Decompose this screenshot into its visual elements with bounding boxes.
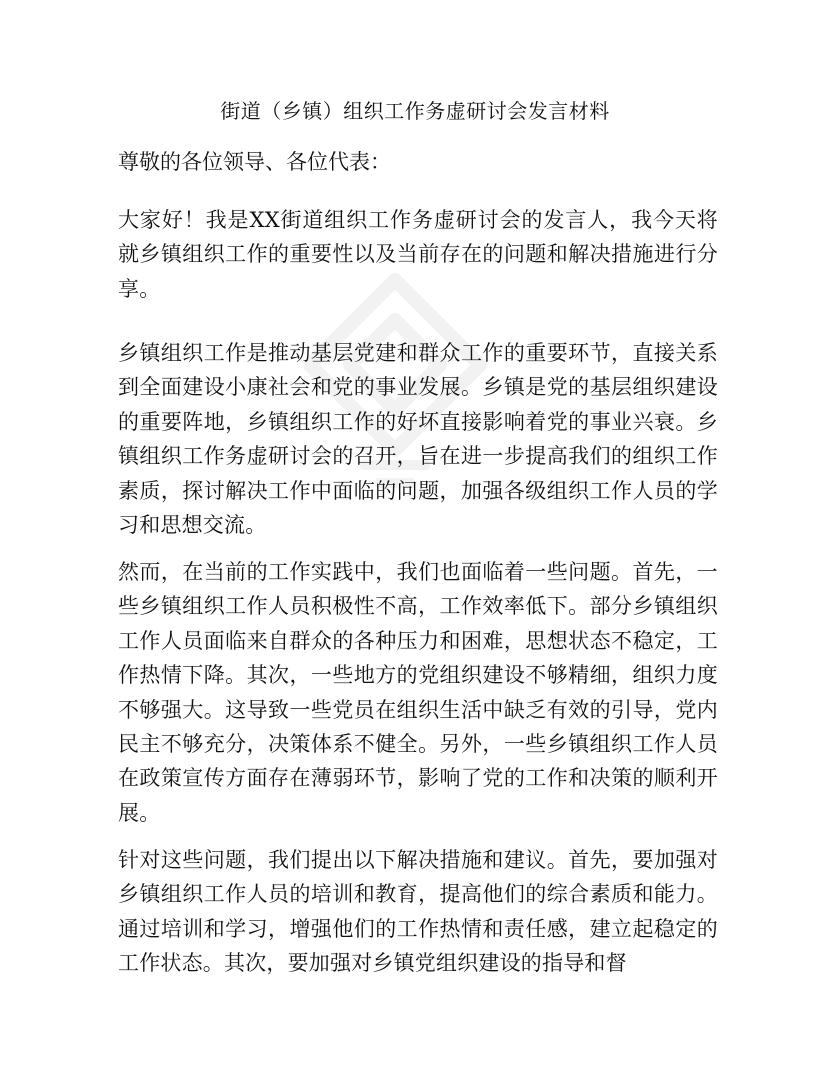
paragraph-solutions: 针对这些问题，我们提出以下解决措施和建议。首先，要加强对乡镇组织工作人员的培训和教育，提高他们的综合素质和能力。通过培训和学习，增强他们的工作热情和责任感，建立起稳定的工作状态。其次，要加强对乡镇党组织建设的指导和督 bbox=[118, 848, 718, 976]
paragraph-importance: 乡镇组织工作是推动基层党建和群众工作的重要环节，直接关系到全面建设小康社会和党的事业发展。乡镇是党的基层组织建设的重要阵地，乡镇组织工作的好坏直接影响着党的事业兴衰。乡镇组织工作务虚研讨会的召开，旨在进一步提高我们的组织工作素质，探讨解决工作中面临的问题，加强各级组织工作人员的学习和思想交流。 bbox=[118, 341, 718, 538]
salutation: 尊敬的各位领导、各位代表： bbox=[118, 150, 391, 174]
paragraph-problems: 然而，在当前的工作实践中，我们也面临着一些问题。首先，一些乡镇组织工作人员积极性不高，工作效率低下。部分乡镇组织工作人员面临来自群众的各种压力和困难，思想状态不稳定，工作热情下降。其次，一些地方的党组织建设不够精细，组织力度不够强大。这导致一些党员在组织生活中缺乏有效的引导，党内民主不够充分，决策体系不健全。另外，一些乡镇组织工作人员在政策宣传方面存在薄弱环节，影响了党的工作和决策的顺利开展。 bbox=[118, 560, 718, 825]
document-title: 街道（乡镇）组织工作务虚研讨会发言材料 bbox=[220, 99, 610, 123]
paragraph-introduction: 大家好！我是XX街道组织工作务虚研讨会的发言人，我今天将就乡镇组织工作的重要性以及当前存在的问题和解决措施进行分享。 bbox=[118, 208, 718, 301]
